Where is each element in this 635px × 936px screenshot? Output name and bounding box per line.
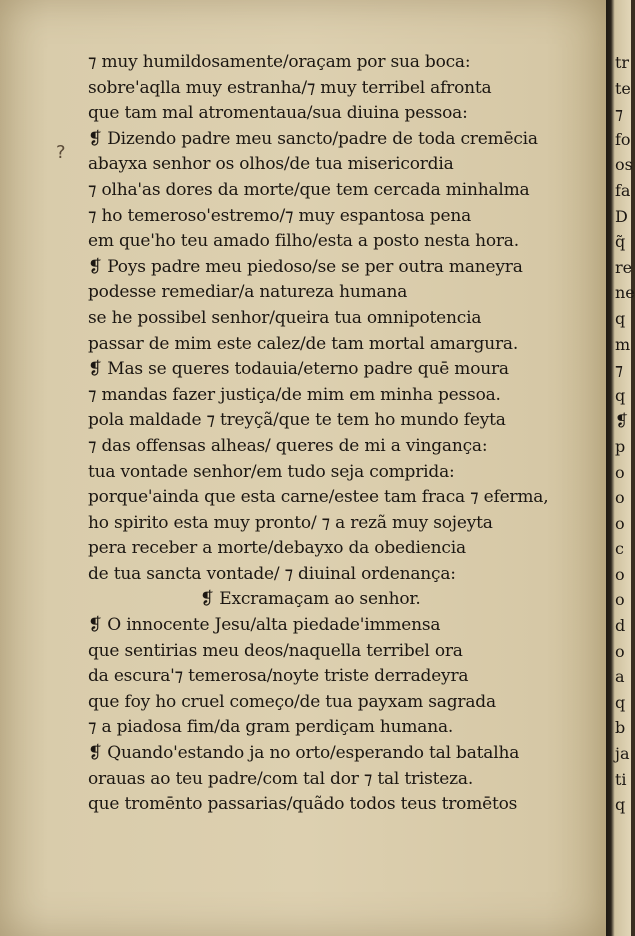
text-line: tua vontade senhor/em tudo seja comprida: [88, 461, 455, 482]
next-page-fragment: q [615, 692, 626, 712]
text-line: que foy ho cruel começo/de tua payxam sagrada [88, 691, 496, 712]
next-page-fragment: ne [615, 283, 635, 303]
text-line: da escura'⁊ temerosa/noyte triste derradeyra [88, 666, 469, 687]
text-line: ❡ O innocente Jesu/alta piedade'immensa [88, 615, 441, 636]
text-line: se he possibel senhor/queira tua omnipotencia [88, 307, 482, 328]
next-page-fragment: ⁊ [615, 104, 623, 124]
text-line: em que'ho teu amado filho/esta a posto nesta hora. [88, 231, 519, 252]
next-page-fragment: b [615, 718, 626, 738]
text-line: pera receber a morte/debayxo da obediencia [88, 538, 466, 559]
next-page-fragment: q [615, 308, 626, 328]
text-line: ⁊ a piadosa fim/da gram perdiçam humana. [88, 717, 454, 738]
next-page-fragment: o [615, 590, 625, 610]
next-page-fragment: c [615, 539, 624, 559]
next-page-fragment: a [615, 667, 625, 687]
next-page-fragment: ⁊ [615, 360, 623, 380]
text-line: ⁊ ho temeroso'estremo/⁊ muy espantosa pena [88, 205, 472, 226]
next-page-fragment: re [615, 257, 633, 277]
text-line: de tua sancta vontade/ ⁊ diuinal ordenança: [88, 563, 456, 584]
next-page-fragment: o [615, 513, 625, 533]
next-page-fragment: o [615, 488, 625, 508]
next-page-fragment: q̃ [615, 232, 626, 252]
next-page-fragment: m [615, 334, 631, 354]
next-page-fragment: o [615, 462, 625, 482]
text-line: ❡ Poys padre meu piedoso/se se per outra maneyra [88, 256, 523, 277]
next-page-fragment: q [615, 385, 626, 405]
next-page-fragment: o [615, 641, 625, 661]
next-page-edge [615, 50, 635, 818]
next-page-fragment: D [615, 206, 628, 226]
text-block [88, 50, 608, 818]
text-line: ⁊ olha'as dores da morte/que tem cercada minhalma [88, 179, 530, 200]
margin-mark: ? [56, 142, 66, 163]
text-line: passar de mim este calez/de tam mortal amargura. [88, 333, 519, 354]
text-line: sobre'aqlla muy estranha/⁊ muy terribel afronta [88, 77, 492, 98]
text-line: abayxa senhor os olhos/de tua misericordia [88, 154, 454, 175]
next-page-fragment: d [615, 616, 626, 636]
text-line: pola maldade ⁊ treyçã/que te tem ho mundo feyta [88, 410, 506, 431]
text-line: que sentirias meu deos/naquella terribel ora [88, 640, 463, 661]
text-line: porque'ainda que esta carne/estee tam fraca ⁊ eferma, [88, 487, 549, 508]
text-line: orauas ao teu padre/com tal dor ⁊ tal tristeza. [88, 768, 474, 789]
next-page-fragment: ja [615, 744, 630, 764]
text-line: podesse remediar/a natureza humana [88, 282, 408, 303]
text-line: ❡ Quando'estando ja no orto/esperando tal batalha [88, 743, 520, 764]
text-line: que tam mal atromentaua/sua diuina pessoa: [88, 103, 468, 124]
next-page-fragment: ti [615, 769, 627, 789]
next-page-fragment: os [615, 155, 633, 175]
next-page-fragment: q [615, 795, 626, 815]
text-line: que tromēnto passarias/quãdo todos teus tromētos [88, 794, 518, 815]
text-line: ❡ Mas se queres todauia/eterno padre quē moura [88, 359, 509, 380]
section-heading: ❡ Excramaçam ao senhor. [200, 589, 421, 610]
next-page-fragment: fo [615, 129, 631, 149]
text-line: ho spirito esta muy pronto/ ⁊ a rezã muy sojeyta [88, 512, 493, 533]
text-line: ⁊ mandas fazer justiça/de mim em minha pessoa. [88, 384, 501, 405]
next-page-fragment: te [615, 78, 631, 98]
next-page-fragment: ❡ [615, 411, 629, 431]
next-page-fragment: fa [615, 180, 631, 200]
text-line: ❡ Dizendo padre meu sancto/padre de toda cremēcia [88, 128, 538, 149]
text-line: ⁊ muy humildosamente/oraçam por sua boca: [88, 52, 471, 72]
text-line: ⁊ das offensas alheas/ queres de mi a vingança: [88, 435, 488, 456]
next-page-fragment: tr [615, 53, 630, 72]
next-page-fragment: p [615, 436, 626, 456]
next-page-fragment: o [615, 564, 625, 584]
